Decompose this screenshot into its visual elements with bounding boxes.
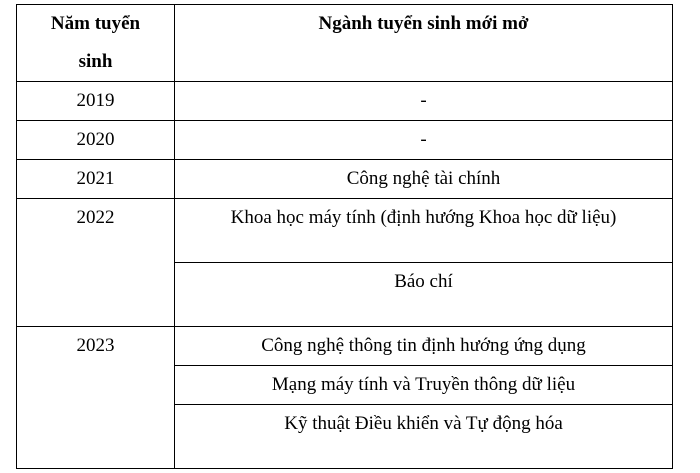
major-cell: Khoa học máy tính (định hướng Khoa học dữ liệu) (175, 199, 673, 263)
major-cell: - (175, 82, 673, 121)
table-row (17, 199, 673, 263)
year-cell: 2023 (17, 327, 175, 469)
table-row (17, 82, 673, 121)
major-cell: Mạng máy tính và Truyền thông dữ liệu (175, 366, 673, 405)
table-header-row (17, 5, 673, 82)
admissions-table (16, 4, 673, 469)
major-cell: Kỹ thuật Điều khiển và Tự động hóa (175, 405, 673, 469)
table-row (17, 121, 673, 160)
header-year-line1: Năm tuyển (50, 13, 141, 34)
table-row (17, 327, 673, 366)
header-year-line2: sinh (78, 51, 113, 72)
year-cell: 2021 (17, 160, 175, 199)
header-year (17, 5, 175, 82)
major-cell: Công nghệ thông tin định hướng ứng dụng (175, 327, 673, 366)
year-cell: 2020 (17, 121, 175, 160)
major-cell: - (175, 121, 673, 160)
header-major: Ngành tuyển sinh mới mở (175, 5, 673, 82)
major-cell: Công nghệ tài chính (175, 160, 673, 199)
year-cell: 2022 (17, 199, 175, 327)
table-row (17, 160, 673, 199)
major-cell: Báo chí (175, 263, 673, 327)
year-cell: 2019 (17, 82, 175, 121)
